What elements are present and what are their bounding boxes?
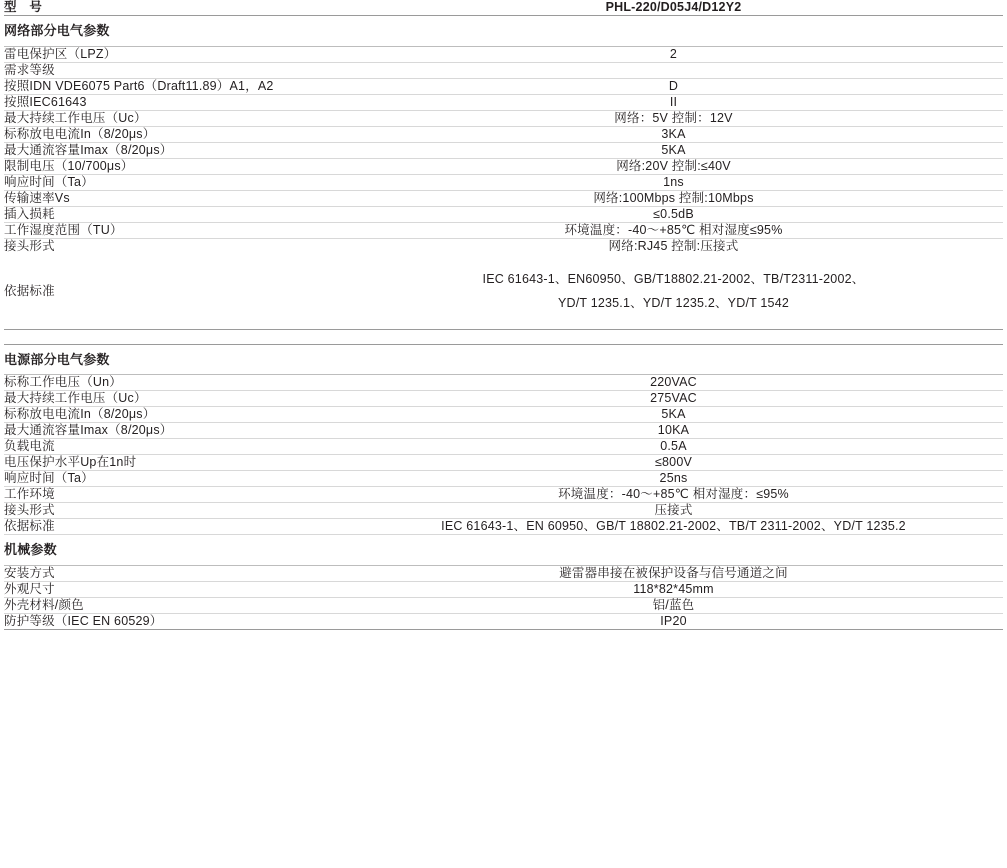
row-label: 负载电流 xyxy=(4,439,344,455)
row-label: 标称放电电流In（8/20μs） xyxy=(4,126,344,142)
table-row xyxy=(4,78,1003,94)
row-value: 10KA xyxy=(344,423,1003,439)
row-value: 1ns xyxy=(344,174,1003,190)
row-label: 响应时间（Ta） xyxy=(4,471,344,487)
row-label: 插入损耗 xyxy=(4,206,344,222)
row-value-line: IEC 61643-1、EN60950、GB/T18802.21-2002、TB/T2311-2002、 xyxy=(482,271,865,286)
row-label: 需求等级 xyxy=(4,62,344,78)
row-label: 接头形式 xyxy=(4,503,344,519)
table-row xyxy=(4,174,1003,190)
row-value: 0.5A xyxy=(344,439,1003,455)
table-row xyxy=(4,110,1003,126)
row-label: 安装方式 xyxy=(4,565,344,581)
row-value: 铝/蓝色 xyxy=(344,597,1003,613)
table-row xyxy=(4,238,1003,254)
table-row xyxy=(4,126,1003,142)
row-label: 工作环境 xyxy=(4,487,344,503)
section-header-mechanical xyxy=(4,535,1003,566)
row-value: PHL-220/D05J4/D12Y2 xyxy=(344,0,1003,16)
table-body xyxy=(4,0,1003,629)
row-value: ≤0.5dB xyxy=(344,206,1003,222)
section-title-spacer xyxy=(344,344,1003,375)
table-row xyxy=(4,439,1003,455)
table-row xyxy=(4,581,1003,597)
row-label: 限制电压（10/700μs） xyxy=(4,158,344,174)
table-row xyxy=(4,391,1003,407)
row-value: 25ns xyxy=(344,471,1003,487)
row-value: IEC 61643-1、EN 60950、GB/T 18802.21-2002、TB/T 2311-2002、YD/T 1235.2 xyxy=(344,519,1003,535)
row-label: 接头形式 xyxy=(4,238,55,253)
section-title: 网络部分电气参数 xyxy=(4,16,344,47)
row-value: 网络:RJ45 控制:压接式 xyxy=(608,238,739,253)
row-label: 响应时间（Ta） xyxy=(4,174,344,190)
table-row xyxy=(4,62,1003,78)
section-title: 机械参数 xyxy=(4,535,344,566)
table-row xyxy=(4,158,1003,174)
table-row xyxy=(4,597,1003,613)
row-label: 工作湿度范围（TU） xyxy=(4,222,344,238)
row-value: 网络:100Mbps 控制:10Mbps xyxy=(344,190,1003,206)
row-label: 最大持续工作电压（Uc） xyxy=(4,110,344,126)
section-gap-cell xyxy=(4,329,344,344)
table-row xyxy=(4,375,1003,391)
table-row xyxy=(4,206,1003,222)
table-row-model xyxy=(4,0,1003,16)
row-label: 依据标准 xyxy=(4,519,344,535)
table-row xyxy=(4,503,1003,519)
table-row xyxy=(4,222,1003,238)
table-row xyxy=(4,407,1003,423)
row-value: 环境温度：-40～+85℃ 相对湿度≤95% xyxy=(344,222,1003,238)
row-label: 标称工作电压（Un） xyxy=(4,375,344,391)
row-value-line: YD/T 1235.1、YD/T 1235.2、YD/T 1542 xyxy=(557,295,790,310)
row-value: 2 xyxy=(344,46,1003,62)
section-gap xyxy=(4,329,1003,344)
row-value: ≤800V xyxy=(344,455,1003,471)
table-row xyxy=(4,519,1003,535)
row-label: 依据标准 xyxy=(4,254,344,330)
table-row-standards xyxy=(4,254,1003,330)
row-value: D xyxy=(344,78,1003,94)
table-row xyxy=(4,613,1003,629)
row-label: 按照IDN VDE6075 Part6（Draft11.89）A1，A2 xyxy=(4,78,344,94)
row-value xyxy=(344,62,1003,78)
row-value: II xyxy=(344,94,1003,110)
table-row xyxy=(4,94,1003,110)
section-title-spacer xyxy=(344,16,1003,47)
table-row xyxy=(4,190,1003,206)
row-label: 外壳材料/颜色 xyxy=(4,597,344,613)
row-value: 5KA xyxy=(344,407,1003,423)
row-label: 型 号 xyxy=(4,0,344,16)
row-label: 标称放电电流In（8/20μs） xyxy=(4,407,344,423)
table-row xyxy=(4,455,1003,471)
section-title-spacer xyxy=(344,535,1003,566)
row-value: 避雷器串接在被保护设备与信号通道之间 xyxy=(344,565,1003,581)
row-label: 传输速率Vs xyxy=(4,190,344,206)
table-row xyxy=(4,423,1003,439)
table-row xyxy=(4,142,1003,158)
row-value: 网络：5V 控制：12V xyxy=(344,110,1003,126)
row-label: 最大通流容量Imax（8/20μs） xyxy=(4,142,344,158)
specifications-table xyxy=(4,0,1003,630)
table-row xyxy=(4,565,1003,581)
section-gap-cell xyxy=(344,329,1003,344)
row-label: 电压保护水平Up在1n时 xyxy=(4,455,344,471)
row-value: 118*82*45mm xyxy=(344,581,1003,597)
row-value: 220VAC xyxy=(344,375,1003,391)
row-value xyxy=(344,254,1003,330)
row-value: 3KA xyxy=(344,126,1003,142)
table-row xyxy=(4,471,1003,487)
row-label: 最大通流容量Imax（8/20μs） xyxy=(4,423,344,439)
section-header-power xyxy=(4,344,1003,375)
row-value: IP20 xyxy=(344,613,1003,629)
section-header-network xyxy=(4,16,1003,47)
row-value: 5KA xyxy=(344,142,1003,158)
row-value: 环境温度：-40～+85℃ 相对湿度：≤95% xyxy=(344,487,1003,503)
table-row xyxy=(4,487,1003,503)
row-label: 防护等级（IEC EN 60529） xyxy=(4,613,344,629)
row-label: 按照IEC61643 xyxy=(4,94,344,110)
row-value: 压接式 xyxy=(344,503,1003,519)
section-title: 电源部分电气参数 xyxy=(4,344,344,375)
row-label: 最大持续工作电压（Uc） xyxy=(4,391,344,407)
row-label: 雷电保护区（LPZ） xyxy=(4,46,344,62)
table-row xyxy=(4,46,1003,62)
row-value: 275VAC xyxy=(344,391,1003,407)
row-label: 外观尺寸 xyxy=(4,581,344,597)
row-value: 网络:20V 控制:≤40V xyxy=(344,158,1003,174)
